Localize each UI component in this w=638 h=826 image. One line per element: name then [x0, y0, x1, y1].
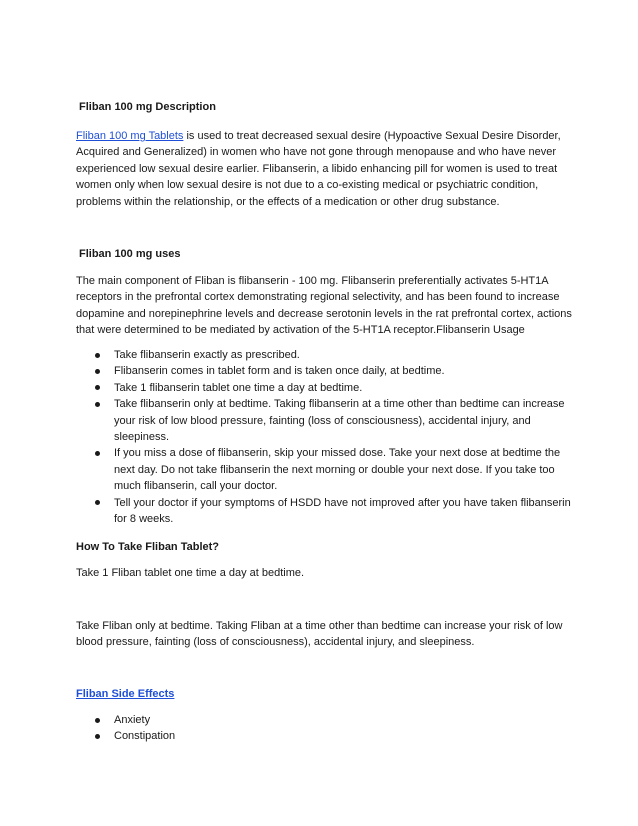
list-item: Tell your doctor if your symptoms of HSDD have not improved after you have taken flibanserin for 8 weeks.: [76, 495, 576, 528]
how-to-take-para-2: Take Fliban only at bedtime. Taking Fliban at a time other than bedtime can increase your risk of low blood pressure, fainting (loss of consciousness), accidental injury, and sleepiness.: [76, 620, 563, 649]
description-heading: Fliban 100 mg Description: [79, 101, 216, 113]
list-item: Take flibanserin only at bedtime. Taking flibanserin at a time other than bedtime can increase your risk of low blood pressure, fainting (loss of consciousness), accidental injury, and sleepiness.: [76, 396, 576, 445]
uses-list: [76, 347, 576, 527]
side-effects-list: [76, 712, 576, 745]
bullet-icon: [95, 500, 100, 505]
how-to-take-para-1: Take 1 Fliban tablet one time a day at bedtime.: [76, 567, 305, 579]
bullet-icon: [95, 353, 100, 358]
bullet-icon: [95, 734, 100, 739]
list-item: Constipation: [76, 728, 576, 744]
description-body: is used to treat decreased sexual desire (Hypoactive Sexual Desire Disorder, Acquired and Generalized) in women who have not gone through menopause and who have never experienced low sexual desire earlier. Flibanserin, a libido enhancing pill for women is used to treat women only when low sexual desire is not due to a co-existing medical or psychiatric condition, problems within the relationship, or the effects of a medication or other drug substance.: [76, 130, 561, 208]
side-effects-heading: [76, 686, 576, 702]
list-item: If you miss a dose of flibanserin, skip your missed dose. Take your next dose at bedtime the next day. Do not take flibanserin the next morning or double your next dose. If you take too much flibanserin, call your doctor.: [76, 445, 576, 494]
list-item: Flibanserin comes in tablet form and is taken once daily, at bedtime.: [76, 363, 576, 379]
list-item: Anxiety: [76, 712, 576, 728]
uses-paragraph: The main component of Fliban is flibanserin - 100 mg. Flibanserin preferentially activates 5-HT1A receptors in the prefrontal cortex demonstrating regional selectivity, and has been found to increase dopamine and norepinephrine levels and decrease serotonin levels in the rat prefrontal cortex, actions that were determined to be mediated by activation of the 5-HT1A receptor.Flibanserin Usage: [76, 275, 572, 337]
how-to-take-heading: How To Take Fliban Tablet?: [76, 541, 220, 553]
list-item: Take 1 flibanserin tablet one time a day at bedtime.: [76, 380, 576, 396]
bullet-icon: [95, 451, 100, 456]
description-paragraph: [76, 128, 576, 210]
bullet-icon: [95, 402, 100, 407]
bullet-icon: [95, 369, 100, 374]
list-item: Take flibanserin exactly as prescribed.: [76, 347, 576, 363]
side-effects-link[interactable]: Fliban Side Effects: [76, 688, 175, 700]
fliban-tablets-link[interactable]: Fliban 100 mg Tablets: [76, 130, 184, 142]
bullet-icon: [95, 385, 100, 390]
uses-heading: Fliban 100 mg uses: [79, 248, 181, 260]
bullet-icon: [95, 718, 100, 723]
